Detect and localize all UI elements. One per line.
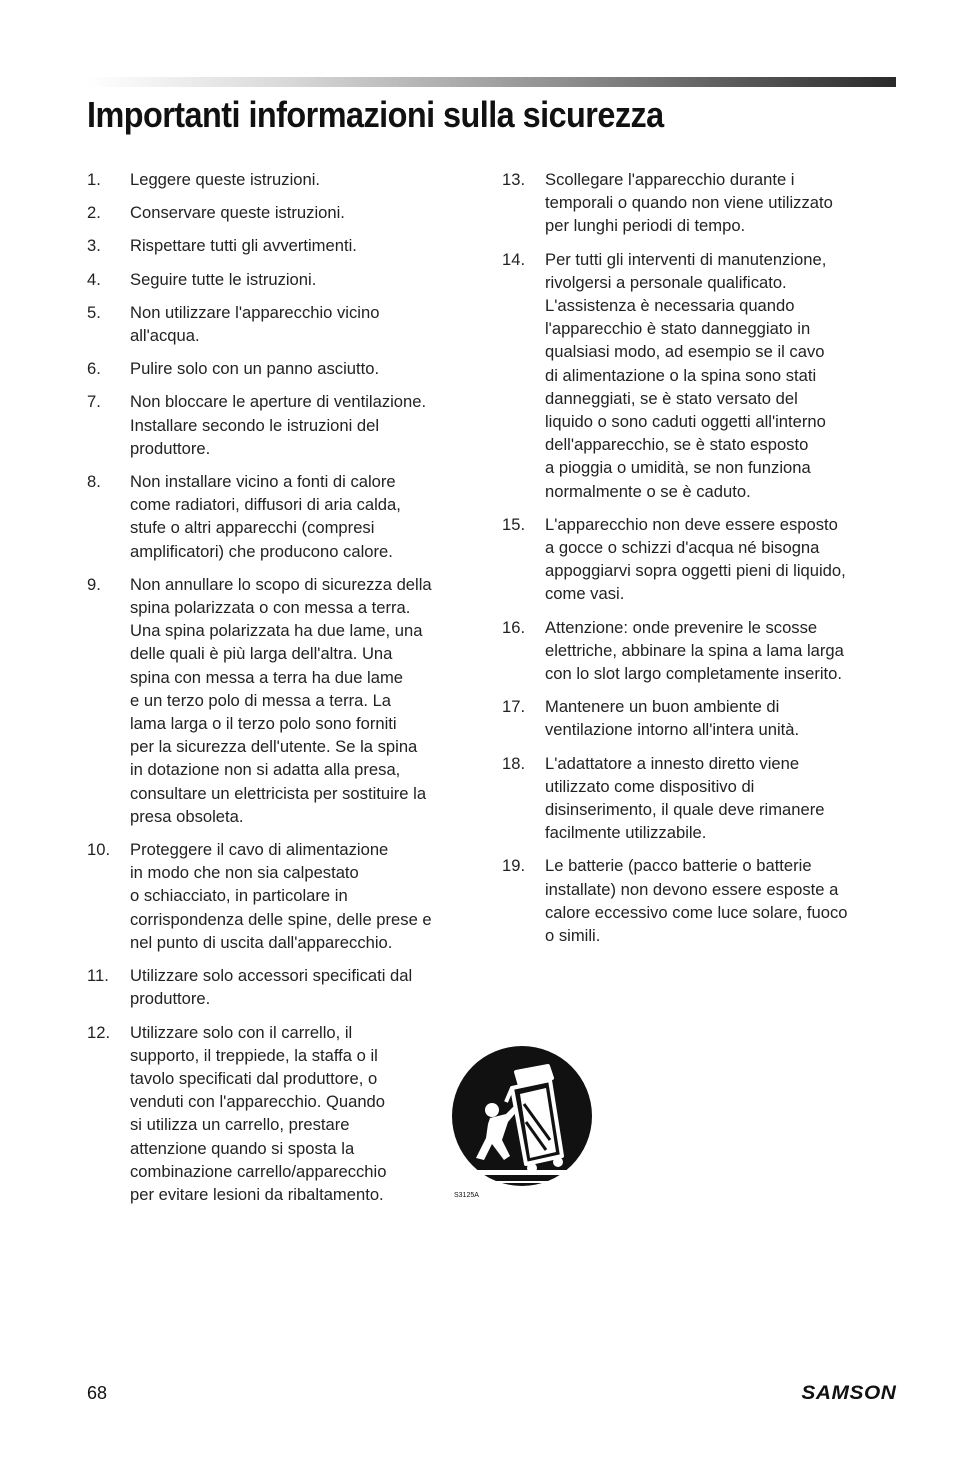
list-item-number: 10. xyxy=(87,840,111,860)
list-item-number: 5. xyxy=(87,302,101,322)
list-item-text: Utilizzare solo accessori specificati dal produttore. xyxy=(130,966,413,1009)
list-item-text: Seguire tutte le istruzioni. xyxy=(130,269,317,289)
list-item-number: 18. xyxy=(502,753,526,773)
safety-list-right xyxy=(502,168,898,947)
list-item-text: Scollegare l'apparecchio durante i temporali o quando non viene utilizzato per lunghi periodi di tempo. xyxy=(545,170,833,236)
list-item-number: 3. xyxy=(87,236,101,256)
list-item-text: Non bloccare le aperture di ventilazione. Installare secondo le istruzioni del produttore. xyxy=(130,392,427,458)
list-item-text: Le batterie (pacco batterie o batterie installate) non devono essere esposte a calore eccessivo come luce solare, fuoco o simili. xyxy=(545,856,848,946)
list-item-number: 7. xyxy=(87,392,101,412)
list-item xyxy=(87,201,479,224)
list-item xyxy=(87,1021,479,1207)
list-item xyxy=(502,248,898,503)
list-item xyxy=(87,838,479,954)
list-item-number: 12. xyxy=(87,1022,111,1042)
warning-symbol-code: S3125A xyxy=(454,1192,479,1199)
list-item xyxy=(502,513,898,606)
list-item-number: 15. xyxy=(502,514,526,534)
list-item xyxy=(87,470,479,563)
header-gradient-bar xyxy=(88,77,896,87)
list-item-number: 11. xyxy=(87,966,109,986)
list-item-number: 14. xyxy=(502,249,526,269)
list-item-text: Non installare vicino a fonti di calore come radiatori, diffusori di aria calda, stufe o altri apparecchi (compresi amplificatori) che producono calore. xyxy=(130,472,401,561)
list-item-number: 19. xyxy=(502,856,526,876)
list-item xyxy=(87,390,479,460)
list-item xyxy=(502,854,898,947)
list-item-text: Non annullare lo scopo di sicurezza della spina polarizzata o con messa a terra. Una spina polarizzata ha due lame, una delle quali è più larga dell'altra. Una spina con messa a terra ha due lame e un terzo polo di messa a terra. La lama larga o il terzo polo sono forniti per la sicurezza dell'utente. Se la spina in dotazione non si adatta alla presa, consultare un elettricista per sostituire la presa obsoleta. xyxy=(130,574,432,826)
list-item xyxy=(502,752,898,845)
list-item-text: Utilizzare solo con il carrello, il supporto, il treppiede, la staffa o il tavolo specificati dal produttore, o venduti con l'apparecchio. Quando si utilizza un carrello, prestare attenzione quando si sposta la combinazione carrello/apparecchio per evitare lesioni da ribaltamento. xyxy=(130,1022,387,1204)
list-item-text: Per tutti gli interventi di manutenzione, rivolgersi a personale qualificato. L'assistenza è necessaria quando l'apparecchio è stato danneggiato in qualsiasi modo, ad esempio se il cavo di alimentazione o la spina sono stati danneggiati, se è stato versato del liquido o sono caduti oggetti all'interno dell'apparecchio, se è stato esposto a pioggia o umidità, se non funziona normalmente o se è caduto. xyxy=(545,249,827,501)
safety-list-left xyxy=(87,168,479,1206)
list-item xyxy=(87,301,479,347)
list-item-text: Pulire solo con un panno asciutto. xyxy=(130,359,380,379)
list-item-text: Conservare queste istruzioni. xyxy=(130,203,345,223)
page-number: 68 xyxy=(87,1383,108,1403)
list-item-text: Non utilizzare l'apparecchio vicino all'acqua. xyxy=(130,302,380,346)
list-item xyxy=(87,357,479,380)
list-item-number: 4. xyxy=(87,269,101,289)
list-item-number: 16. xyxy=(502,617,526,637)
list-item-number: 9. xyxy=(87,574,101,594)
list-item xyxy=(502,168,898,238)
list-item-text: Attenzione: onde prevenire le scosse elettriche, abbinare la spina a lama larga con lo slot largo completamente inserito. xyxy=(545,617,844,684)
cart-tip-over-warning-icon xyxy=(446,1044,602,1200)
list-item-text: Mantenere un buon ambiente di ventilazione intorno all'intera unità. xyxy=(545,697,800,740)
list-item-text: Leggere queste istruzioni. xyxy=(130,170,321,189)
page-title: Importanti informazioni sulla sicurezza xyxy=(87,94,664,135)
right-column xyxy=(502,168,898,957)
list-item-text: L'adattatore a innesto diretto viene utilizzato come dispositivo di disinserimento, il quale deve rimanere facilmente utilizzabile. xyxy=(545,753,825,843)
list-item xyxy=(87,268,479,291)
list-item xyxy=(87,168,479,191)
list-item xyxy=(502,695,898,741)
list-item-text: L'apparecchio non deve essere esposto a gocce o schizzi d'acqua né bisogna appoggiarvi sopra oggetti pieni di liquido, come vasi. xyxy=(545,514,846,604)
left-column xyxy=(87,168,479,1216)
list-item-number: 1. xyxy=(87,170,101,189)
list-item-number: 8. xyxy=(87,472,101,492)
list-item-text: Proteggere il cavo di alimentazione in modo che non sia calpestato o schiacciato, in particolare in corrispondenza delle spine, delle prese e nel punto di uscita dall'apparecchio. xyxy=(130,840,432,952)
list-item-number: 17. xyxy=(502,697,526,717)
list-item-text: Rispettare tutti gli avvertimenti. xyxy=(130,236,357,256)
list-item-number: 6. xyxy=(87,359,101,379)
list-item xyxy=(502,616,898,686)
list-item-number: 2. xyxy=(87,203,101,223)
list-item xyxy=(87,234,479,257)
list-item-number: 13. xyxy=(502,170,526,189)
list-item xyxy=(87,964,479,1010)
samson-logo: SAMSON xyxy=(800,1383,896,1404)
list-item xyxy=(87,573,479,828)
